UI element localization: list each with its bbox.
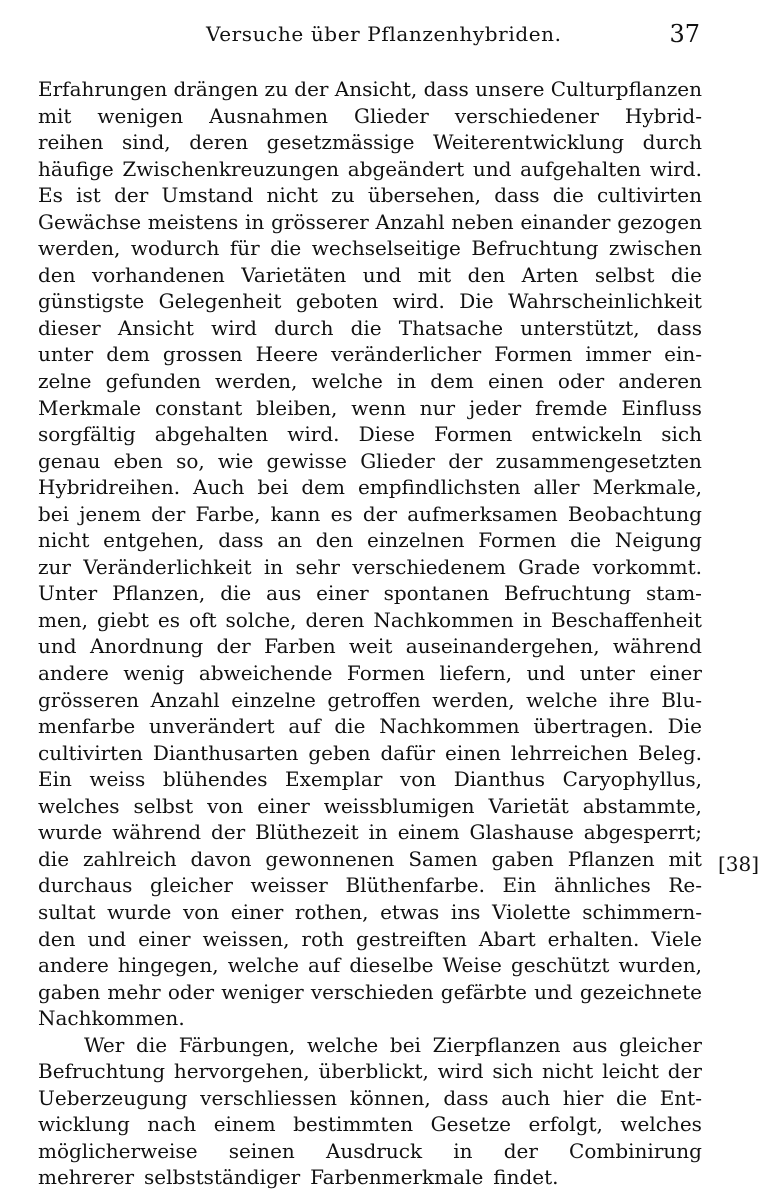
text-line: grösseren Anzahl einzelne getroffen werden, welche ihre Blu- <box>38 687 702 712</box>
text-line: sultat wurde von einer rothen, etwas ins Violette schimmern- <box>38 899 702 924</box>
text-line: men, giebt es oft solche, deren Nachkommen in Beschaffenheit <box>38 607 702 632</box>
paragraph <box>38 76 702 1032</box>
text-line: genau eben so, wie gewisse Glieder der zusammengesetzten <box>38 448 702 473</box>
text-line: wurde während der Blüthezeit in einem Glashause abgesperrt; <box>38 820 702 845</box>
text-line: Hybridreihen. Auch bei dem empfindlichsten aller Merkmale, <box>38 475 702 500</box>
text-line: sorgfältig abgehalten wird. Diese Formen entwickeln sich <box>38 422 702 447</box>
text-line: nicht entgehen, dass an den einzelnen Formen die Neigung <box>38 528 702 553</box>
text-line: Wer die Färbungen, welche bei Zierpflanzen aus gleicher <box>84 1032 702 1057</box>
text-line: dieser Ansicht wird durch die Thatsache unterstützt, dass <box>38 315 702 340</box>
text-line: werden, wodurch für die wechselseitige Befruchtung zwischen <box>38 236 702 261</box>
text-line: welches selbst von einer weissblumigen Varietät abstammte, <box>38 793 702 818</box>
text-line: cultivirten Dianthusarten geben dafür einen lehrreichen Beleg. <box>38 740 702 765</box>
text-line: Gewächse meistens in grösserer Anzahl neben einander gezogen <box>38 209 702 234</box>
text-line: Unter Pflanzen, die aus einer spontanen Befruchtung stam- <box>38 581 702 606</box>
text-line: Erfahrungen drängen zu der Ansicht, dass unsere Culturpflanzen <box>38 77 702 101</box>
text-line: den vorhandenen Varietäten und mit den Arten selbst die <box>38 262 702 287</box>
body-text <box>38 76 702 1191</box>
text-line: andere wenig abweichende Formen liefern, und unter einer <box>38 661 702 686</box>
text-line: Es ist der Umstand nicht zu übersehen, dass die cultivirten <box>38 183 702 208</box>
text-line: Ein weiss blühendes Exemplar von Dianthus Caryophyllus, <box>38 767 702 792</box>
text-line: andere hingegen, welche auf dieselbe Weise geschützt wurden, <box>38 953 702 978</box>
text-line: Befruchtung hervorgehen, überblickt, wird sich nicht leicht der <box>38 1059 702 1084</box>
text-line: mehrerer selbstständiger Farbenmerkmale findet. <box>38 1165 559 1190</box>
text-line: reihen sind, deren gesetzmässige Weiterentwicklung durch <box>38 130 702 155</box>
running-title: Versuche über Pflanzenhybriden. <box>206 22 562 46</box>
page-header <box>38 20 700 54</box>
text-line: und Anordnung der Farben weit auseinandergehen, während <box>38 634 702 659</box>
text-line: den und einer weissen, roth gestreiften Abart erhalten. Viele <box>38 926 702 951</box>
page-number: 37 <box>669 20 700 48</box>
margin-page-reference: [38] <box>718 852 760 876</box>
text-line: menfarbe unverändert auf die Nachkommen übertragen. Die <box>38 714 702 739</box>
text-line: bei jenem der Farbe, kann es der aufmerksamen Beobachtung <box>38 501 702 526</box>
text-line: günstigste Gelegenheit geboten wird. Die Wahrscheinlichkeit <box>38 289 702 314</box>
text-line: die zahlreich davon gewonnenen Samen gaben Pflanzen mit <box>38 846 702 871</box>
text-line: zelne gefunden werden, welche in dem einen oder anderen <box>38 369 702 394</box>
text-line: zur Veränderlichkeit in sehr verschiedenem Grade vorkommt. <box>38 554 702 579</box>
text-line: möglicherweise seinen Ausdruck in der Combinirung <box>38 1138 702 1163</box>
text-line: mit wenigen Ausnahmen Glieder verschiedener Hybrid- <box>38 103 702 128</box>
text-line: unter dem grossen Heere veränderlicher Formen immer ein- <box>38 342 702 367</box>
paragraph <box>38 1032 702 1191</box>
text-line: häufige Zwischenkreuzungen abgeändert und aufgehalten wird. <box>38 156 702 181</box>
text-line: Merkmale constant bleiben, wenn nur jeder fremde Einfluss <box>38 395 702 420</box>
text-line: gaben mehr oder weniger verschieden gefärbte und gezeichnete <box>38 979 702 1004</box>
text-line: Ueberzeugung verschliessen können, dass auch hier die Ent- <box>38 1085 702 1110</box>
text-line: durchaus gleicher weisser Blüthenfarbe. Ein ähnliches Re- <box>38 873 702 898</box>
text-line: Nachkommen. <box>38 1006 185 1031</box>
text-line: wicklung nach einem bestimmten Gesetze erfolgt, welches <box>38 1112 702 1137</box>
